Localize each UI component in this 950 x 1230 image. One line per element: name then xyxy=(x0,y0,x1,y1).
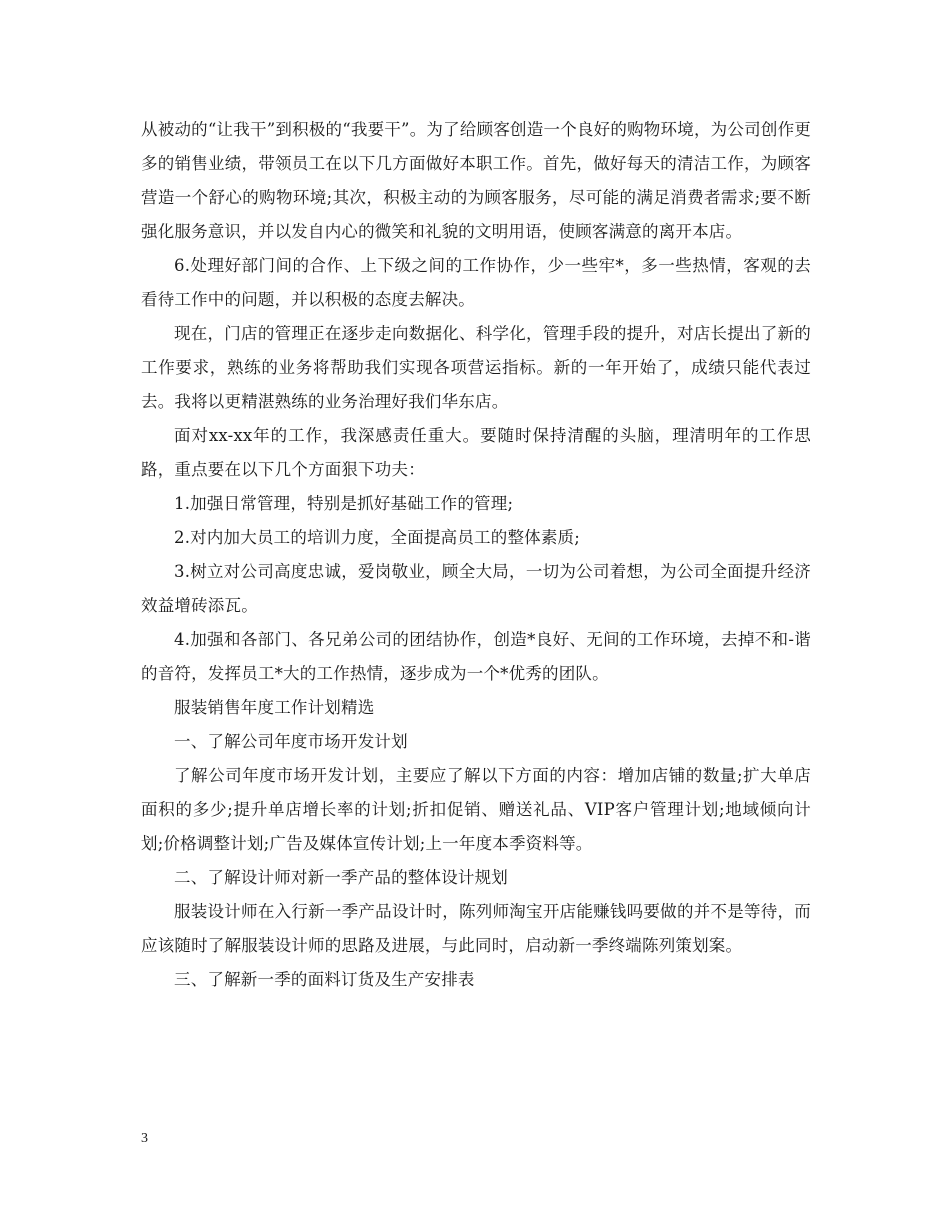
list-item: 1.加强日常管理，特别是抓好基础工作的管理; xyxy=(174,494,514,513)
paragraph: 了解公司年度市场开发计划，主要应了解以下方面的内容：增加店铺的数量;扩大单店面积的多少;提升单店增长率的计划;折扣促销、赠送礼品、VIP客户管理计划;地域倾向计划;价格调整计划;广告及媒体宣传计划;上一年度本季资料等。 xyxy=(141,766,811,853)
section-title: 服装销售年度工作计划精选 xyxy=(174,698,375,717)
section-heading: 一、了解公司年度市场开发计划 xyxy=(174,732,408,751)
section-heading: 三、了解新一季的面料订货及生产安排表 xyxy=(174,970,475,989)
paragraph: 从被动的“让我干”到积极的“我要干”。为了给顾客创造一个良好的购物环境，为公司创作更多的销售业绩，带领员工在以下几方面做好本职工作。首先，做好每天的清洁工作，为顾客营造一个舒心的购物环境;其次，积极主动的为顾客服务，尽可能的满足消费者需求;要不断强化服务意识，并以发自内心的微笑和礼貌的文明用语，使顾客满意的离开本店。 xyxy=(141,120,811,241)
list-item: 2.对内加大员工的培训力度，全面提高员工的整体素质; xyxy=(174,528,581,547)
paragraph: 6.处理好部门间的合作、上下级之间的工作协作，少一些牢*，多一些热情，客观的去看待工作中的问题，并以积极的态度去解决。 xyxy=(141,256,811,309)
document-body xyxy=(141,113,811,997)
section-heading: 二、了解设计师对新一季产品的整体设计规划 xyxy=(174,868,508,887)
page-number: 3 xyxy=(141,1131,148,1146)
paragraph: 现在，门店的管理正在逐步走向数据化、科学化，管理手段的提升，对店长提出了新的工作要求，熟练的业务将帮助我们实现各项营运指标。新的一年开始了，成绩只能代表过去。我将以更精湛熟练的业务治理好我们华东店。 xyxy=(141,324,811,411)
paragraph: 面对xx-xx年的工作，我深感责任重大。要随时保持清醒的头脑，理清明年的工作思路，重点要在以下几个方面狠下功夫： xyxy=(141,426,811,479)
list-item: 3.树立对公司高度忠诚，爱岗敬业，顾全大局，一切为公司着想，为公司全面提升经济效益增砖添瓦。 xyxy=(141,562,811,615)
paragraph: 服装设计师在入行新一季产品设计时，陈列师淘宝开店能赚钱吗要做的并不是等待，而应该随时了解服装设计师的思路及进展，与此同时，启动新一季终端陈列策划案。 xyxy=(141,902,811,955)
list-item: 4.加强和各部门、各兄弟公司的团结协作，创造*良好、无间的工作环境，去掉不和-谐的音符，发挥员工*大的工作热情，逐步成为一个*优秀的团队。 xyxy=(141,630,811,683)
